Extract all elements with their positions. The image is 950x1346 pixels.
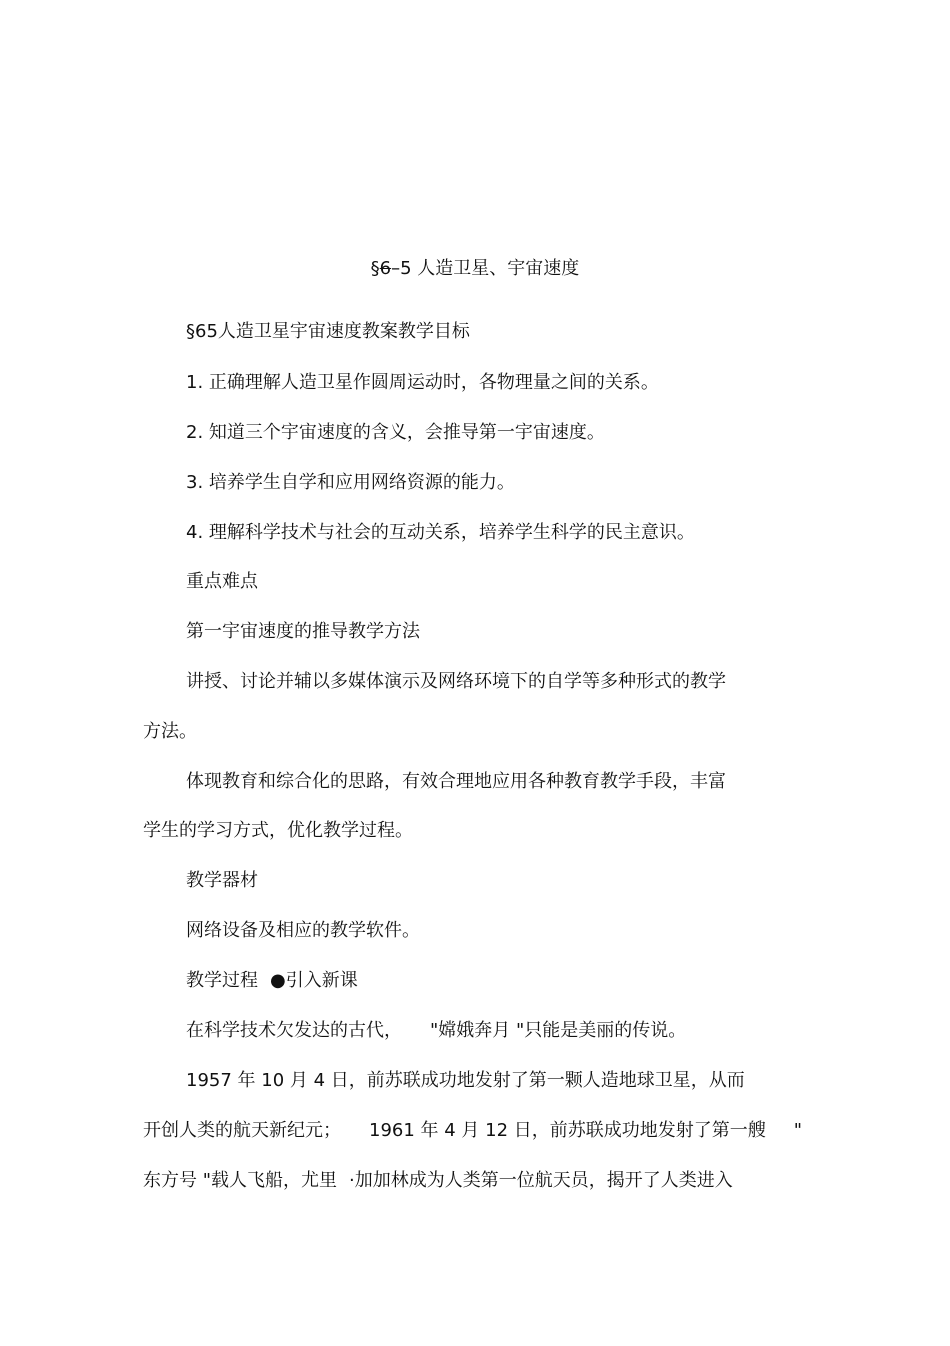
history-line-1: 1957 年 10 月 4 日，前苏联成功地发射了第一颗人造地球卫星，从而 bbox=[186, 1070, 745, 1091]
objective-2: 2. 知道三个宇宙速度的含义，会推导第一宇宙速度。 bbox=[186, 422, 605, 443]
equipment-heading: 教学器材 bbox=[186, 870, 258, 891]
change-paragraph bbox=[186, 1019, 686, 1043]
page-title bbox=[0, 257, 950, 281]
lesson-heading: §65人造卫星宇宙速度教案教学目标 bbox=[186, 321, 470, 342]
approach-paragraph-line-1: 体现教育和综合化的思路，有效合理地应用各种教育教学手段，丰富 bbox=[186, 771, 726, 792]
approach-paragraph-line-2: 学生的学习方式，优化教学过程。 bbox=[143, 820, 413, 841]
method-paragraph-line-2: 方法。 bbox=[143, 721, 197, 742]
intro-label: 引入新课 bbox=[285, 970, 358, 991]
title-text: –5 人造卫星、宇宙速度 bbox=[391, 258, 580, 279]
objective-1: 1. 正确理解人造卫星作圆周运动时，各物理量之间的关系。 bbox=[186, 372, 659, 393]
history-line-2-b: 1961 年 4 月 12 日，前苏联成功地发射了第一艘 bbox=[369, 1120, 766, 1141]
history-line-3-b: ·加加林成为人类第一位航天员，揭开了人类进入 bbox=[349, 1170, 733, 1191]
history-line-3-a: 东方号 "载人飞船，尤里 bbox=[143, 1170, 337, 1191]
method-paragraph-line-1: 讲授、讨论并辅以多媒体演示及网络环境下的自学等多种形式的教学 bbox=[186, 671, 726, 692]
key-points-heading: 重点难点 bbox=[186, 571, 258, 592]
bullet-icon: ● bbox=[270, 970, 286, 991]
history-line-2-c: " bbox=[793, 1120, 803, 1141]
objective-3: 3. 培养学生自学和应用网络资源的能力。 bbox=[186, 472, 515, 493]
process-heading bbox=[186, 969, 358, 993]
section-sign: § bbox=[370, 258, 380, 279]
objective-4: 4. 理解科学技术与社会的互动关系，培养学生科学的民主意识。 bbox=[186, 522, 695, 543]
change-text-b: "嫦娥奔月 "只能是美丽的传说。 bbox=[430, 1020, 687, 1041]
process-label: 教学过程 bbox=[186, 970, 258, 991]
history-line-3 bbox=[143, 1169, 733, 1193]
struck-digit: 6 bbox=[379, 258, 392, 279]
history-line-2-a: 开创人类的航天新纪元； bbox=[143, 1120, 341, 1141]
history-line-2 bbox=[143, 1119, 802, 1143]
equipment-text: 网络设备及相应的教学软件。 bbox=[186, 920, 420, 941]
change-text-a: 在科学技术欠发达的古代， bbox=[186, 1020, 402, 1041]
key-point-text: 第一宇宙速度的推导教学方法 bbox=[186, 621, 420, 642]
